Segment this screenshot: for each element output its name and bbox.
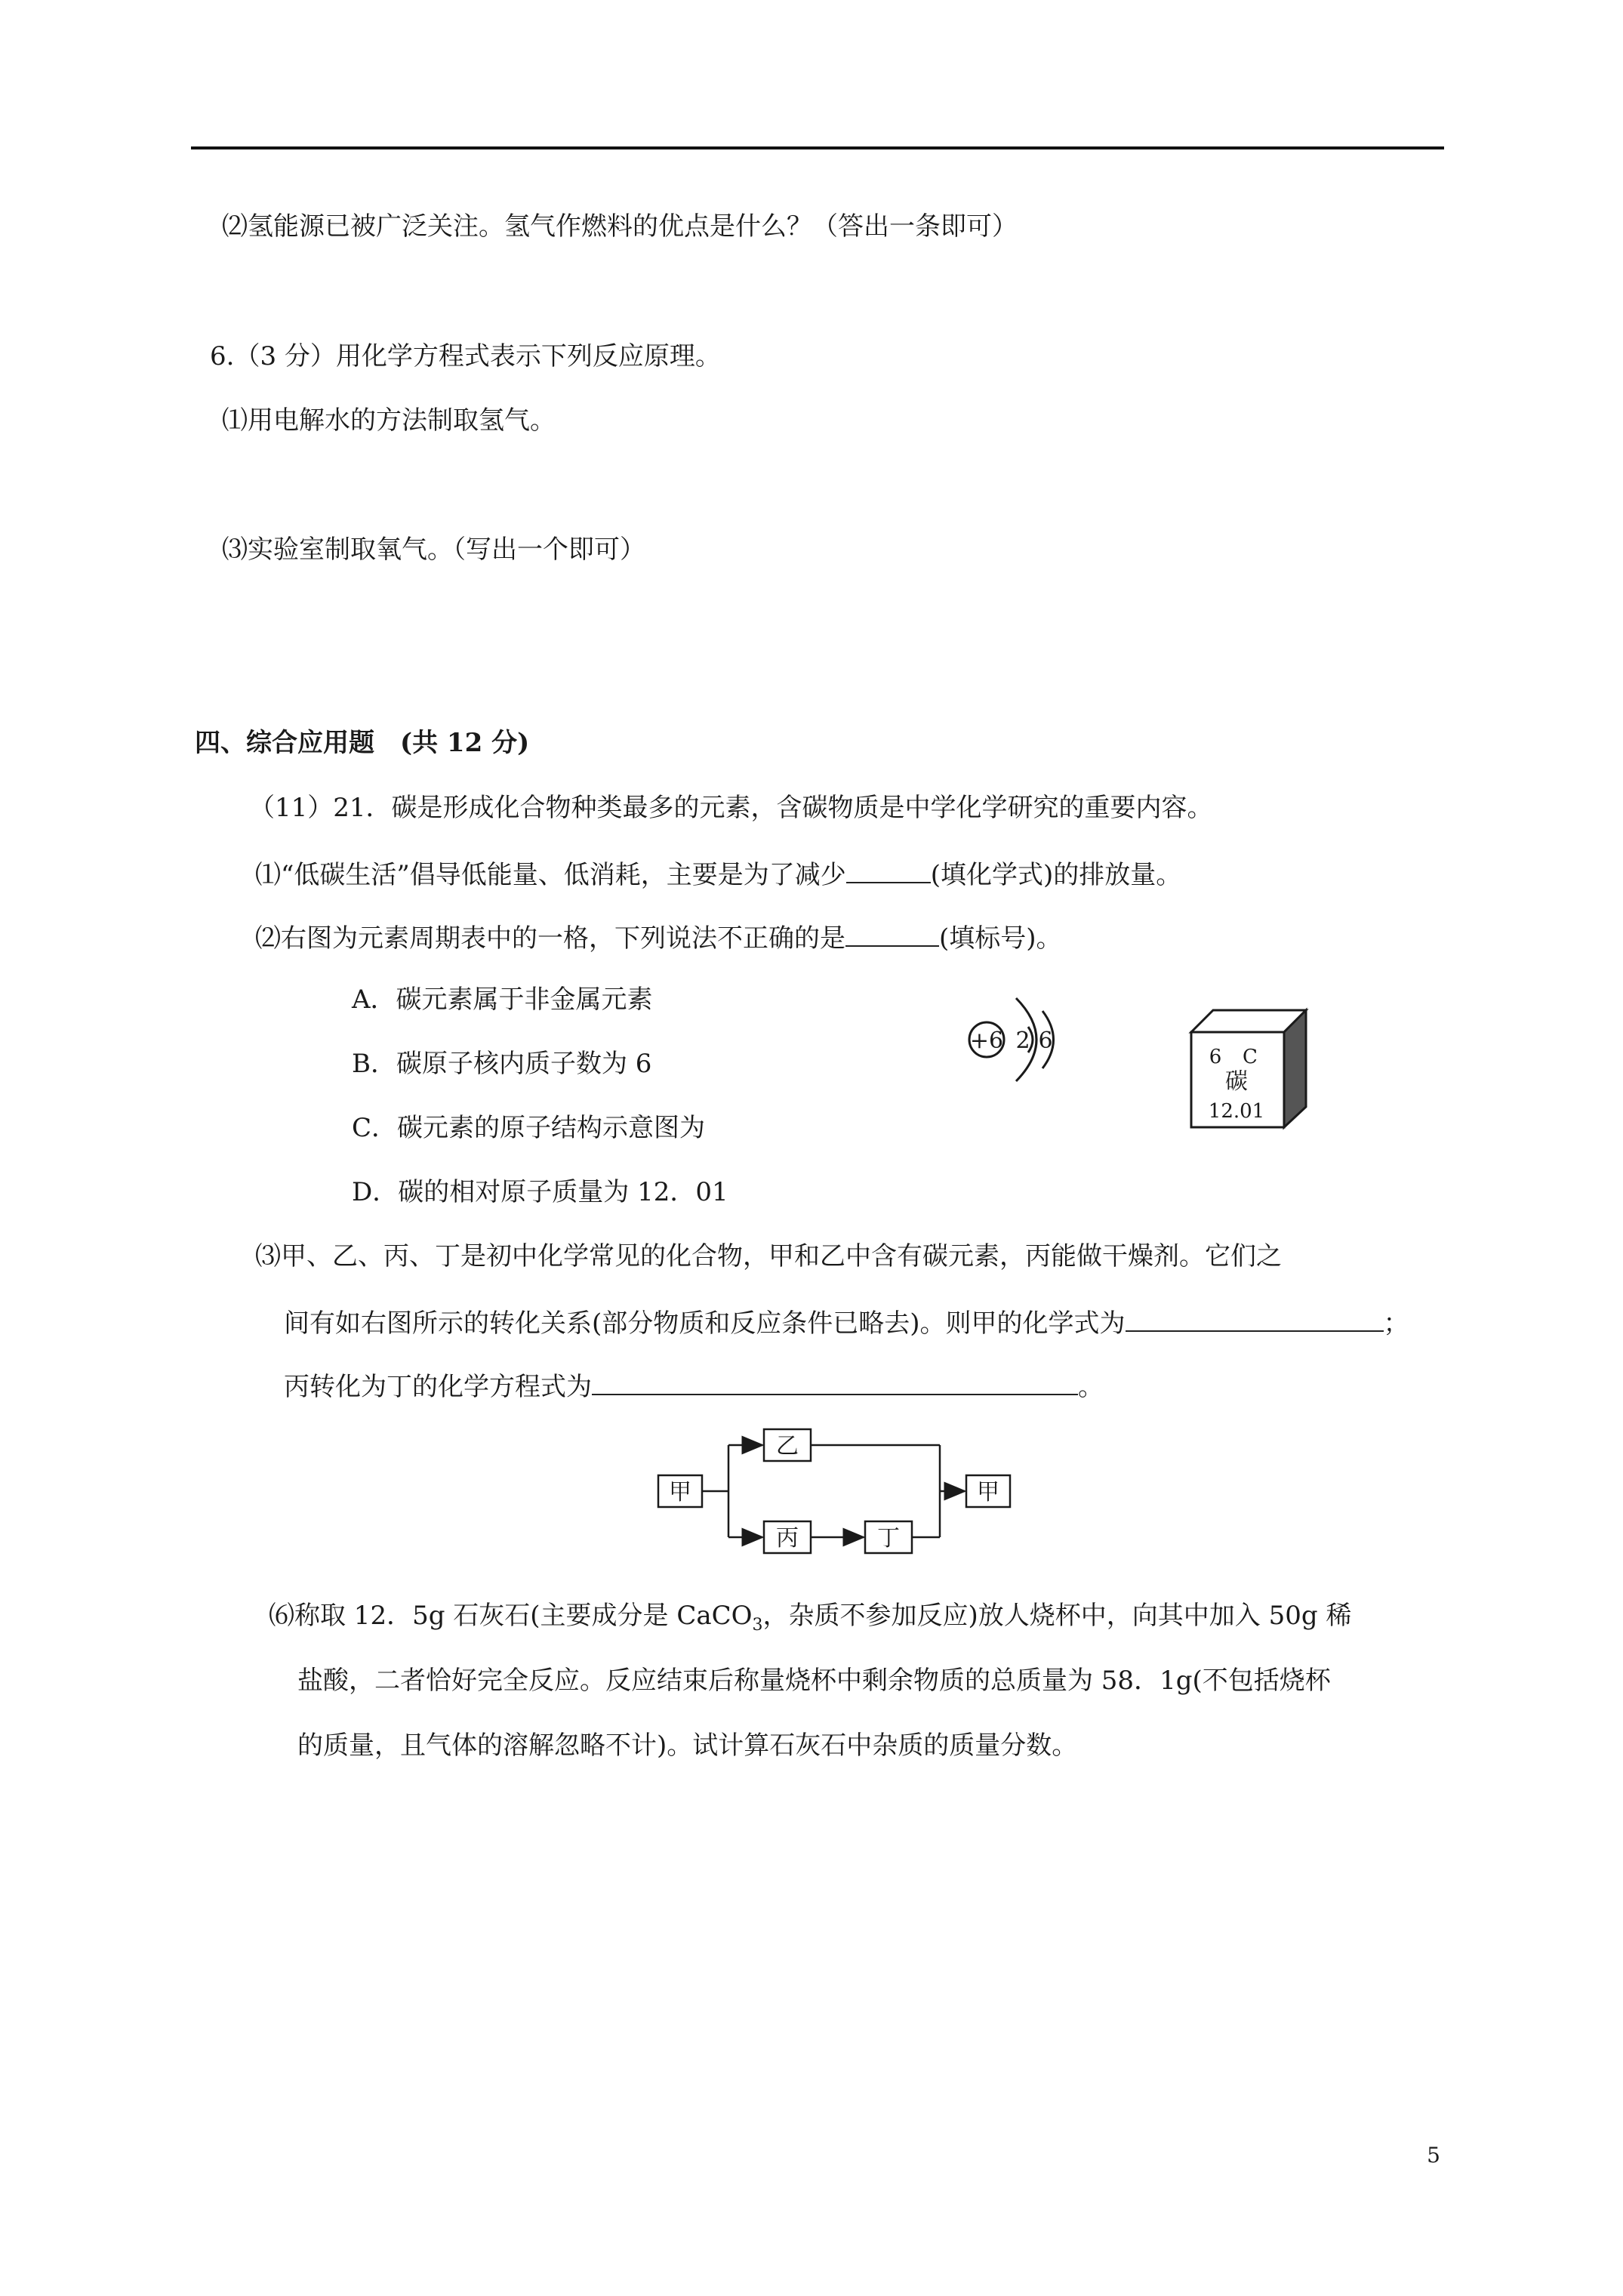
q21-part3-line3-pre: 丙转化为丁的化学方程式为 bbox=[284, 1372, 592, 1402]
q21-part1 bbox=[255, 856, 1181, 892]
flow-label-top: 乙 bbox=[776, 1433, 799, 1459]
atomic-mass: 12.01 bbox=[1208, 1100, 1265, 1123]
q21-part3-line3 bbox=[284, 1368, 1104, 1404]
q21-part3-line2-pre: 间有如右图所示的转化关系(部分物质和反应条件已略去)。则甲的化学式为 bbox=[284, 1308, 1126, 1339]
q21-part6-line1-pre: ⑹称取 12．5g 石灰石(主要成分是 CaCO bbox=[269, 1601, 753, 1631]
section4-heading: 四、综合应用题 (共 12 分) bbox=[195, 728, 530, 758]
nucleus-charge: +6 bbox=[969, 1028, 1004, 1054]
option-d: D．碳的相对原子质量为 12．01 bbox=[352, 1177, 728, 1207]
q21-part6-line1-post: ，杂质不参加反应)放人烧杯中，向其中加入 50g 稀 bbox=[762, 1601, 1352, 1631]
q21-part3-line2 bbox=[284, 1305, 1409, 1340]
answer-blank[interactable] bbox=[845, 920, 939, 947]
q21-part1-text-pre: ⑴“低碳生活”倡导低能量、低消耗，主要是为了减少 bbox=[255, 860, 846, 890]
q21-part6-line3: 的质量，且气体的溶解忽略不计)。试计算石灰石中杂质的质量分数。 bbox=[297, 1730, 1078, 1761]
q6-part1: ⑴用电解水的方法制取氢气。 bbox=[222, 405, 556, 436]
q21-part3-line2-post: ； bbox=[1383, 1308, 1409, 1339]
element-name: 碳 bbox=[1225, 1068, 1248, 1095]
conversion-flow-diagram bbox=[649, 1419, 1042, 1570]
q5-part2: ⑵氢能源已被广泛关注。氢气作燃料的优点是什么？（答出一条即可） bbox=[222, 211, 1018, 242]
q21-part1-text-post: (填化学式)的排放量。 bbox=[930, 860, 1182, 890]
q21-part6-line1 bbox=[269, 1599, 1351, 1642]
shell1-electrons: 2 bbox=[1015, 1028, 1030, 1054]
option-b: B．碳原子核内质子数为 6 bbox=[352, 1049, 652, 1079]
formula-subscript: 3 bbox=[752, 1615, 763, 1635]
q21-part2-text-pre: ⑵右图为元素周期表中的一格，下列说法不正确的是 bbox=[255, 923, 845, 954]
answer-blank[interactable] bbox=[846, 856, 931, 883]
answer-blank[interactable] bbox=[1126, 1305, 1384, 1332]
periodic-table-cell bbox=[1185, 1004, 1313, 1140]
q21-part3-line3-post: 。 bbox=[1078, 1372, 1104, 1402]
flow-label-bottom1: 丙 bbox=[776, 1525, 799, 1552]
header-rule bbox=[191, 146, 1444, 149]
option-c: C．碳元素的原子结构示意图为 bbox=[352, 1113, 706, 1143]
cell-side-face bbox=[1284, 1010, 1306, 1127]
q21-part6-line2: 盐酸，二者恰好完全反应。反应结束后称量烧杯中剩余物质的总质量为 58．1g(不包括烧杯 bbox=[297, 1666, 1331, 1696]
q21-intro: （11）21．碳是形成化合物种类最多的元素，含碳物质是中学化学研究的重要内容。 bbox=[249, 793, 1213, 823]
element-symbol: C bbox=[1243, 1046, 1258, 1068]
q6-title: 6.（3 分）用化学方程式表示下列反应原理。 bbox=[210, 341, 721, 371]
flow-label-end: 甲 bbox=[977, 1479, 999, 1505]
q21-part2 bbox=[255, 920, 1062, 955]
shell2-electrons: 6 bbox=[1038, 1028, 1053, 1054]
atom-structure-diagram bbox=[959, 997, 1110, 1117]
answer-blank[interactable] bbox=[592, 1368, 1078, 1395]
q21-part3-line1: ⑶甲、乙、丙、丁是初中化学常见的化合物，甲和乙中含有碳元素，丙能做干燥剂。它们之 bbox=[255, 1241, 1282, 1271]
page-number: 5 bbox=[1427, 2143, 1440, 2168]
flow-label-start: 甲 bbox=[669, 1479, 691, 1505]
q6-part3: ⑶实验室制取氧气。（写出一个即可） bbox=[222, 535, 645, 565]
option-a: A．碳元素属于非金属元素 bbox=[352, 985, 653, 1015]
q21-part2-text-post: (填标号)。 bbox=[939, 923, 1062, 954]
atomic-number: 6 bbox=[1209, 1046, 1222, 1068]
flow-label-bottom2: 丁 bbox=[877, 1525, 900, 1552]
